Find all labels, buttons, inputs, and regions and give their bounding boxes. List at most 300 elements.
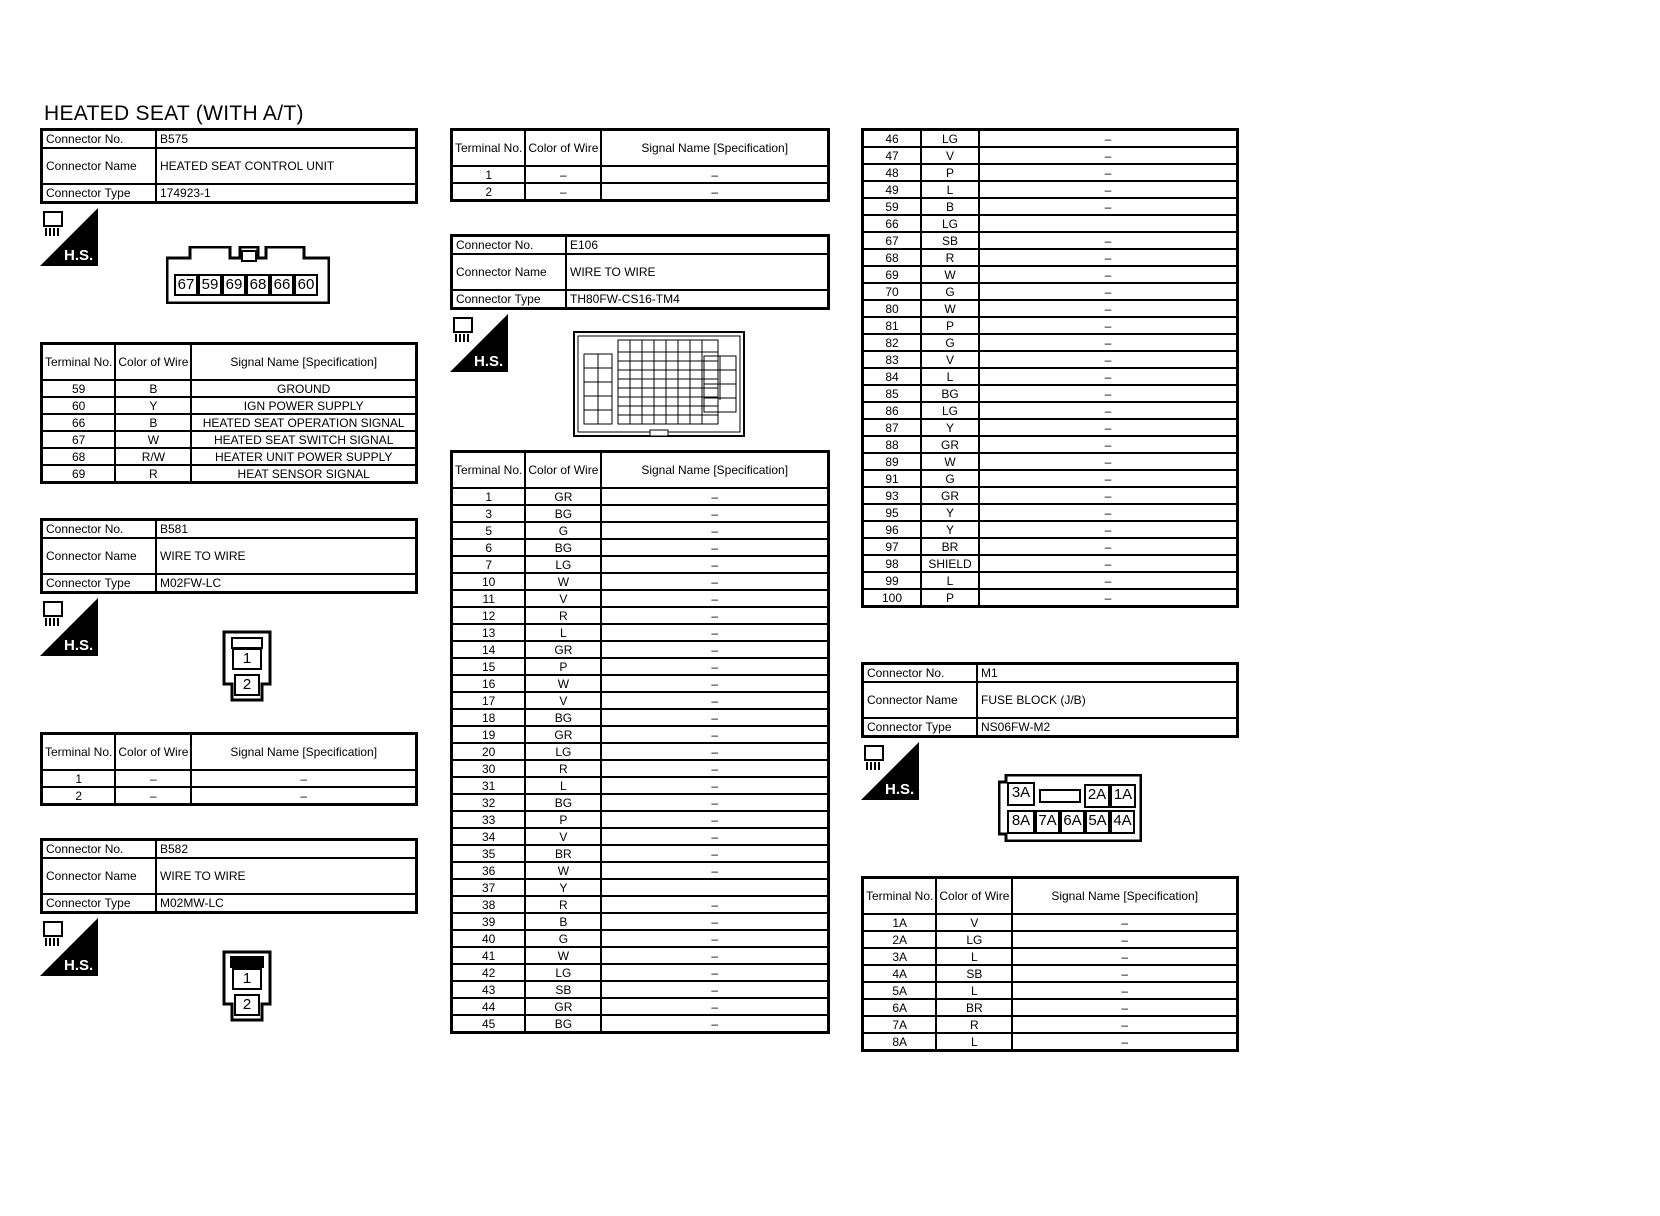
terminal-no-cell: 16	[452, 675, 526, 692]
wire-color-cell: L	[921, 181, 979, 198]
wire-color-cell: BG	[525, 709, 601, 726]
signal-name-cell: –	[601, 862, 828, 879]
table-row	[863, 914, 1238, 931]
connector-no-value: E106	[566, 236, 829, 255]
terminal-no-cell: 41	[452, 947, 526, 964]
terminal-no-cell: 70	[863, 283, 922, 300]
table-row	[452, 828, 829, 845]
color-of-wire-header: Color of Wire	[525, 452, 601, 489]
connector-no-label: Connector No.	[863, 664, 978, 683]
wire-color-cell: G	[921, 283, 979, 300]
pin-2: 2	[234, 674, 260, 696]
table-row	[452, 930, 829, 947]
pin-69: 69	[222, 274, 246, 296]
terminal-no-cell: 17	[452, 692, 526, 709]
signal-name-cell: –	[979, 317, 1238, 334]
terminal-no-cell: 59	[863, 198, 922, 215]
terminal-no-cell: 2	[452, 183, 526, 201]
pin-5a: 5A	[1085, 810, 1110, 834]
terminal-no-cell: 99	[863, 572, 922, 589]
connector-name-value: WIRE TO WIRE	[566, 254, 829, 290]
wire-color-cell: L	[525, 624, 601, 641]
connector-no-label: Connector No.	[42, 130, 157, 149]
terminal-no-cell: 97	[863, 538, 922, 555]
terminal-no-cell: 66	[42, 414, 116, 431]
table-row	[452, 845, 829, 862]
wire-color-cell: R	[525, 896, 601, 913]
terminal-no-cell: 45	[452, 1015, 526, 1033]
wire-color-cell: BG	[525, 794, 601, 811]
table-row	[452, 641, 829, 658]
pin-7a: 7A	[1035, 810, 1060, 834]
connector-type-value: M02MW-LC	[156, 894, 417, 913]
terminal-no-cell: 6A	[863, 999, 937, 1016]
terminal-no-header: Terminal No.	[863, 878, 937, 915]
wire-color-cell: B	[115, 414, 191, 431]
terminal-no-cell: 5A	[863, 982, 937, 999]
wire-color-cell: BG	[525, 539, 601, 556]
signal-name-cell: –	[979, 453, 1238, 470]
wire-color-cell: R/W	[115, 448, 191, 465]
wire-color-cell: R	[525, 607, 601, 624]
table-row	[863, 198, 1238, 215]
terminal-no-cell: 4A	[863, 965, 937, 982]
terminal-table-b581	[40, 732, 418, 806]
color-of-wire-header: Color of Wire	[936, 878, 1012, 915]
wire-color-cell: V	[525, 828, 601, 845]
connector-no-label: Connector No.	[42, 840, 157, 859]
hs-harness-side-icon	[450, 314, 508, 372]
signal-name-cell: –	[979, 232, 1238, 249]
terminal-no-cell: 84	[863, 368, 922, 385]
signal-name-cell: –	[979, 436, 1238, 453]
page-title: HEATED SEAT (WITH A/T)	[44, 102, 304, 125]
wire-color-cell: P	[921, 164, 979, 181]
wire-color-cell: P	[921, 317, 979, 334]
signal-name-cell: –	[601, 573, 828, 590]
table-row	[452, 896, 829, 913]
pin-1a: 1A	[1110, 784, 1136, 808]
wire-color-cell: GR	[525, 726, 601, 743]
signal-name-cell: –	[979, 181, 1238, 198]
wire-color-cell: GR	[921, 487, 979, 504]
signal-name-cell: –	[601, 947, 828, 964]
table-row	[863, 215, 1238, 232]
wire-color-cell: G	[525, 930, 601, 947]
terminal-no-cell: 31	[452, 777, 526, 794]
wire-color-cell: L	[936, 1033, 1012, 1051]
terminal-no-cell: 18	[452, 709, 526, 726]
terminal-no-cell: 68	[863, 249, 922, 266]
table-row	[452, 488, 829, 505]
wire-color-cell: Y	[525, 879, 601, 896]
table-row	[863, 436, 1238, 453]
connector-name-label: Connector Name	[452, 254, 567, 290]
wire-color-cell: B	[115, 380, 191, 397]
terminal-no-cell: 68	[42, 448, 116, 465]
connector-name-label: Connector Name	[42, 858, 157, 894]
terminal-no-header: Terminal No.	[452, 130, 526, 167]
signal-name-cell: –	[979, 368, 1238, 385]
wire-color-cell: GR	[525, 998, 601, 1015]
wire-color-cell: –	[115, 770, 191, 787]
connector-type-label: Connector Type	[42, 894, 157, 913]
wire-color-cell: P	[921, 589, 979, 607]
signal-name-cell: –	[1012, 965, 1237, 982]
connector-info-b581	[40, 518, 418, 594]
terminal-no-header: Terminal No.	[42, 734, 116, 771]
terminal-no-cell: 7	[452, 556, 526, 573]
table-row	[863, 385, 1238, 402]
connector-name-value: FUSE BLOCK (J/B)	[977, 682, 1238, 718]
terminal-no-cell: 48	[863, 164, 922, 181]
table-row	[863, 266, 1238, 283]
table-row	[863, 521, 1238, 538]
terminal-no-cell: 69	[863, 266, 922, 283]
wire-color-cell: L	[936, 982, 1012, 999]
signal-name-cell: –	[979, 351, 1238, 368]
terminal-no-cell: 36	[452, 862, 526, 879]
signal-name-cell: –	[1012, 999, 1237, 1016]
wire-color-cell: LG	[936, 931, 1012, 948]
signal-name-cell: –	[601, 998, 828, 1015]
terminal-no-cell: 88	[863, 436, 922, 453]
wire-color-cell: BG	[921, 385, 979, 402]
terminal-no-cell: 37	[452, 879, 526, 896]
wire-color-cell: V	[921, 351, 979, 368]
wire-color-cell: R	[525, 760, 601, 777]
terminal-no-cell: 1	[42, 770, 116, 787]
terminal-no-cell: 100	[863, 589, 922, 607]
table-row	[452, 692, 829, 709]
terminal-no-cell: 66	[863, 215, 922, 232]
terminal-no-cell: 13	[452, 624, 526, 641]
signal-name-cell: –	[601, 896, 828, 913]
table-row	[452, 590, 829, 607]
pin-3a: 3A	[1007, 782, 1035, 806]
signal-name-cell: –	[979, 589, 1238, 607]
wire-color-cell: BG	[525, 505, 601, 522]
pin-66: 66	[270, 274, 294, 296]
connector-name-label: Connector Name	[42, 538, 157, 574]
signal-name-cell: –	[979, 283, 1238, 300]
connector-no-value: B581	[156, 520, 417, 539]
signal-name-cell: –	[601, 658, 828, 675]
terminal-no-cell: 8A	[863, 1033, 937, 1051]
signal-name-cell: –	[979, 419, 1238, 436]
connector-face-b575	[166, 246, 330, 304]
signal-name-header: Signal Name [Specification]	[191, 734, 416, 771]
signal-name-cell: –	[601, 607, 828, 624]
svg-text:H.S.: H.S.	[885, 781, 915, 798]
signal-name-cell: –	[601, 777, 828, 794]
wire-color-cell: G	[525, 522, 601, 539]
signal-name-cell	[601, 879, 828, 896]
table-row	[863, 351, 1238, 368]
signal-name-cell: HEATED SEAT OPERATION SIGNAL	[191, 414, 416, 431]
table-row	[452, 862, 829, 879]
terminal-no-cell: 14	[452, 641, 526, 658]
connector-name-value: WIRE TO WIRE	[156, 858, 417, 894]
terminal-no-cell: 93	[863, 487, 922, 504]
connector-no-value: B575	[156, 130, 417, 149]
table-row	[863, 589, 1238, 607]
terminal-no-cell: 98	[863, 555, 922, 572]
terminal-no-cell: 67	[863, 232, 922, 249]
signal-name-cell: HEATED SEAT SWITCH SIGNAL	[191, 431, 416, 448]
terminal-no-cell: 7A	[863, 1016, 937, 1033]
terminal-no-cell: 5	[452, 522, 526, 539]
signal-name-cell: –	[979, 521, 1238, 538]
table-row	[452, 1015, 829, 1033]
table-row	[452, 760, 829, 777]
pin-68: 68	[246, 274, 270, 296]
color-of-wire-header: Color of Wire	[115, 734, 191, 771]
svg-text:H.S.: H.S.	[64, 957, 94, 974]
table-row	[863, 181, 1238, 198]
wire-color-cell: LG	[525, 743, 601, 760]
signal-name-cell: HEATER UNIT POWER SUPPLY	[191, 448, 416, 465]
signal-name-cell: –	[601, 726, 828, 743]
connector-info-m1	[861, 662, 1239, 738]
wire-color-cell: Y	[115, 397, 191, 414]
table-row	[42, 770, 417, 787]
svg-text:H.S.: H.S.	[474, 353, 504, 370]
signal-name-cell: –	[191, 770, 416, 787]
signal-name-cell: –	[979, 504, 1238, 521]
signal-name-cell: –	[601, 760, 828, 777]
svg-text:H.S.: H.S.	[64, 247, 94, 264]
signal-name-cell: –	[601, 183, 828, 201]
table-row	[42, 465, 417, 483]
table-row	[452, 947, 829, 964]
wire-color-cell: G	[921, 334, 979, 351]
wire-color-cell: L	[936, 948, 1012, 965]
table-row	[452, 964, 829, 981]
table-row	[863, 999, 1238, 1016]
pin-2: 2	[234, 994, 260, 1016]
pin-2a: 2A	[1084, 784, 1110, 808]
terminal-no-cell: 67	[42, 431, 116, 448]
terminal-no-cell: 6	[452, 539, 526, 556]
table-row	[863, 147, 1238, 164]
signal-name-cell: –	[979, 487, 1238, 504]
table-row	[863, 130, 1238, 148]
terminal-no-cell: 2A	[863, 931, 937, 948]
wire-color-cell: BG	[525, 1015, 601, 1033]
connector-face-b581	[222, 630, 272, 702]
signal-name-cell: –	[601, 845, 828, 862]
hs-harness-side-icon	[40, 598, 98, 656]
wire-color-cell: R	[115, 465, 191, 483]
terminal-no-cell: 33	[452, 811, 526, 828]
table-row	[452, 913, 829, 930]
wire-color-cell: W	[921, 266, 979, 283]
terminal-no-cell: 83	[863, 351, 922, 368]
connector-info-b582	[40, 838, 418, 914]
signal-name-cell: –	[1012, 1033, 1237, 1051]
terminal-no-cell: 60	[42, 397, 116, 414]
wire-color-cell: LG	[921, 402, 979, 419]
connector-type-label: Connector Type	[863, 718, 978, 737]
wire-color-cell: P	[525, 811, 601, 828]
signal-name-cell: –	[1012, 914, 1237, 931]
pin-60: 60	[294, 274, 318, 296]
pin-8a: 8A	[1007, 810, 1035, 834]
wire-color-cell: W	[525, 947, 601, 964]
connector-face-b582	[222, 950, 272, 1022]
terminal-no-cell: 1	[452, 166, 526, 183]
color-of-wire-header: Color of Wire	[115, 344, 191, 381]
terminal-table-b575	[40, 342, 418, 484]
terminal-no-cell: 81	[863, 317, 922, 334]
wire-color-cell: BR	[936, 999, 1012, 1016]
pin-6a: 6A	[1060, 810, 1085, 834]
signal-name-cell: –	[601, 166, 828, 183]
terminal-no-cell: 11	[452, 590, 526, 607]
connector-type-label: Connector Type	[42, 184, 157, 203]
wire-color-cell: GR	[525, 641, 601, 658]
terminal-no-cell: 32	[452, 794, 526, 811]
signal-name-cell: GROUND	[191, 380, 416, 397]
signal-name-cell: HEAT SENSOR SIGNAL	[191, 465, 416, 483]
table-row	[863, 164, 1238, 181]
signal-name-cell: –	[191, 787, 416, 805]
terminal-no-cell: 19	[452, 726, 526, 743]
connector-name-label: Connector Name	[42, 148, 157, 184]
hs-harness-side-icon	[40, 208, 98, 266]
table-row	[863, 487, 1238, 504]
signal-name-header: Signal Name [Specification]	[601, 452, 828, 489]
terminal-no-cell: 49	[863, 181, 922, 198]
wire-color-cell: Y	[921, 419, 979, 436]
table-row	[863, 300, 1238, 317]
terminal-no-cell: 86	[863, 402, 922, 419]
table-row	[42, 431, 417, 448]
pin-1: 1	[232, 968, 262, 990]
signal-name-cell: –	[601, 522, 828, 539]
connector-info-b575	[40, 128, 418, 204]
terminal-no-cell: 59	[42, 380, 116, 397]
signal-name-cell: –	[1012, 931, 1237, 948]
terminal-no-cell: 42	[452, 964, 526, 981]
table-row	[863, 419, 1238, 436]
table-row	[863, 931, 1238, 948]
terminal-no-cell: 12	[452, 607, 526, 624]
wire-color-cell: SHIELD	[921, 555, 979, 572]
table-row	[863, 453, 1238, 470]
table-row	[452, 981, 829, 998]
wire-color-cell: –	[525, 166, 601, 183]
wire-color-cell: BR	[921, 538, 979, 555]
table-row	[42, 380, 417, 397]
wire-color-cell: L	[525, 777, 601, 794]
table-row	[863, 555, 1238, 572]
table-row	[452, 624, 829, 641]
table-row	[452, 811, 829, 828]
wire-color-cell: B	[921, 198, 979, 215]
terminal-no-cell: 47	[863, 147, 922, 164]
signal-name-cell: –	[979, 164, 1238, 181]
table-row	[452, 522, 829, 539]
terminal-no-cell: 10	[452, 573, 526, 590]
terminal-no-header: Terminal No.	[42, 344, 116, 381]
table-row	[452, 505, 829, 522]
connector-no-label: Connector No.	[42, 520, 157, 539]
table-row	[863, 334, 1238, 351]
signal-name-header: Signal Name [Specification]	[1012, 878, 1237, 915]
table-row	[452, 709, 829, 726]
table-row	[863, 232, 1238, 249]
signal-name-cell: –	[601, 641, 828, 658]
terminal-table-e106	[450, 450, 830, 1034]
table-row	[863, 317, 1238, 334]
table-row	[452, 998, 829, 1015]
terminal-no-cell: 1A	[863, 914, 937, 931]
table-row	[42, 448, 417, 465]
signal-name-cell: –	[979, 555, 1238, 572]
signal-name-cell: –	[979, 538, 1238, 555]
signal-name-cell: –	[979, 130, 1238, 148]
terminal-table-b582	[450, 128, 830, 202]
table-row	[863, 402, 1238, 419]
table-row	[452, 556, 829, 573]
terminal-no-cell: 35	[452, 845, 526, 862]
table-row	[452, 777, 829, 794]
wire-color-cell: R	[921, 249, 979, 266]
terminal-no-cell: 95	[863, 504, 922, 521]
signal-name-cell: –	[979, 147, 1238, 164]
table-row	[452, 183, 829, 201]
signal-name-cell: –	[601, 964, 828, 981]
pin-59: 59	[198, 274, 222, 296]
table-row	[863, 283, 1238, 300]
terminal-no-cell: 85	[863, 385, 922, 402]
connector-face-m1	[998, 774, 1142, 842]
signal-name-cell: –	[1012, 948, 1237, 965]
hs-harness-side-icon	[40, 918, 98, 976]
terminal-no-cell: 15	[452, 658, 526, 675]
table-row	[863, 249, 1238, 266]
color-of-wire-header: Color of Wire	[525, 130, 601, 167]
table-row	[863, 470, 1238, 487]
signal-name-cell: –	[601, 828, 828, 845]
hs-harness-side-icon	[861, 742, 919, 800]
signal-name-cell: –	[979, 572, 1238, 589]
wire-color-cell: V	[921, 147, 979, 164]
signal-name-cell: –	[601, 1015, 828, 1033]
e106-pin-grid	[572, 330, 746, 438]
signal-name-cell: –	[601, 913, 828, 930]
table-row	[863, 948, 1238, 965]
connector-name-label: Connector Name	[863, 682, 978, 718]
table-row	[863, 982, 1238, 999]
signal-name-cell: IGN POWER SUPPLY	[191, 397, 416, 414]
connector-name-value: WIRE TO WIRE	[156, 538, 417, 574]
table-row	[452, 539, 829, 556]
signal-name-cell: –	[979, 198, 1238, 215]
table-row	[452, 675, 829, 692]
signal-name-cell: –	[979, 266, 1238, 283]
wire-color-cell: –	[525, 183, 601, 201]
table-row	[42, 397, 417, 414]
signal-name-cell: –	[979, 402, 1238, 419]
pin-4a: 4A	[1110, 810, 1135, 834]
terminal-no-cell: 30	[452, 760, 526, 777]
signal-name-cell: –	[979, 334, 1238, 351]
terminal-no-cell: 44	[452, 998, 526, 1015]
signal-name-cell: –	[979, 300, 1238, 317]
